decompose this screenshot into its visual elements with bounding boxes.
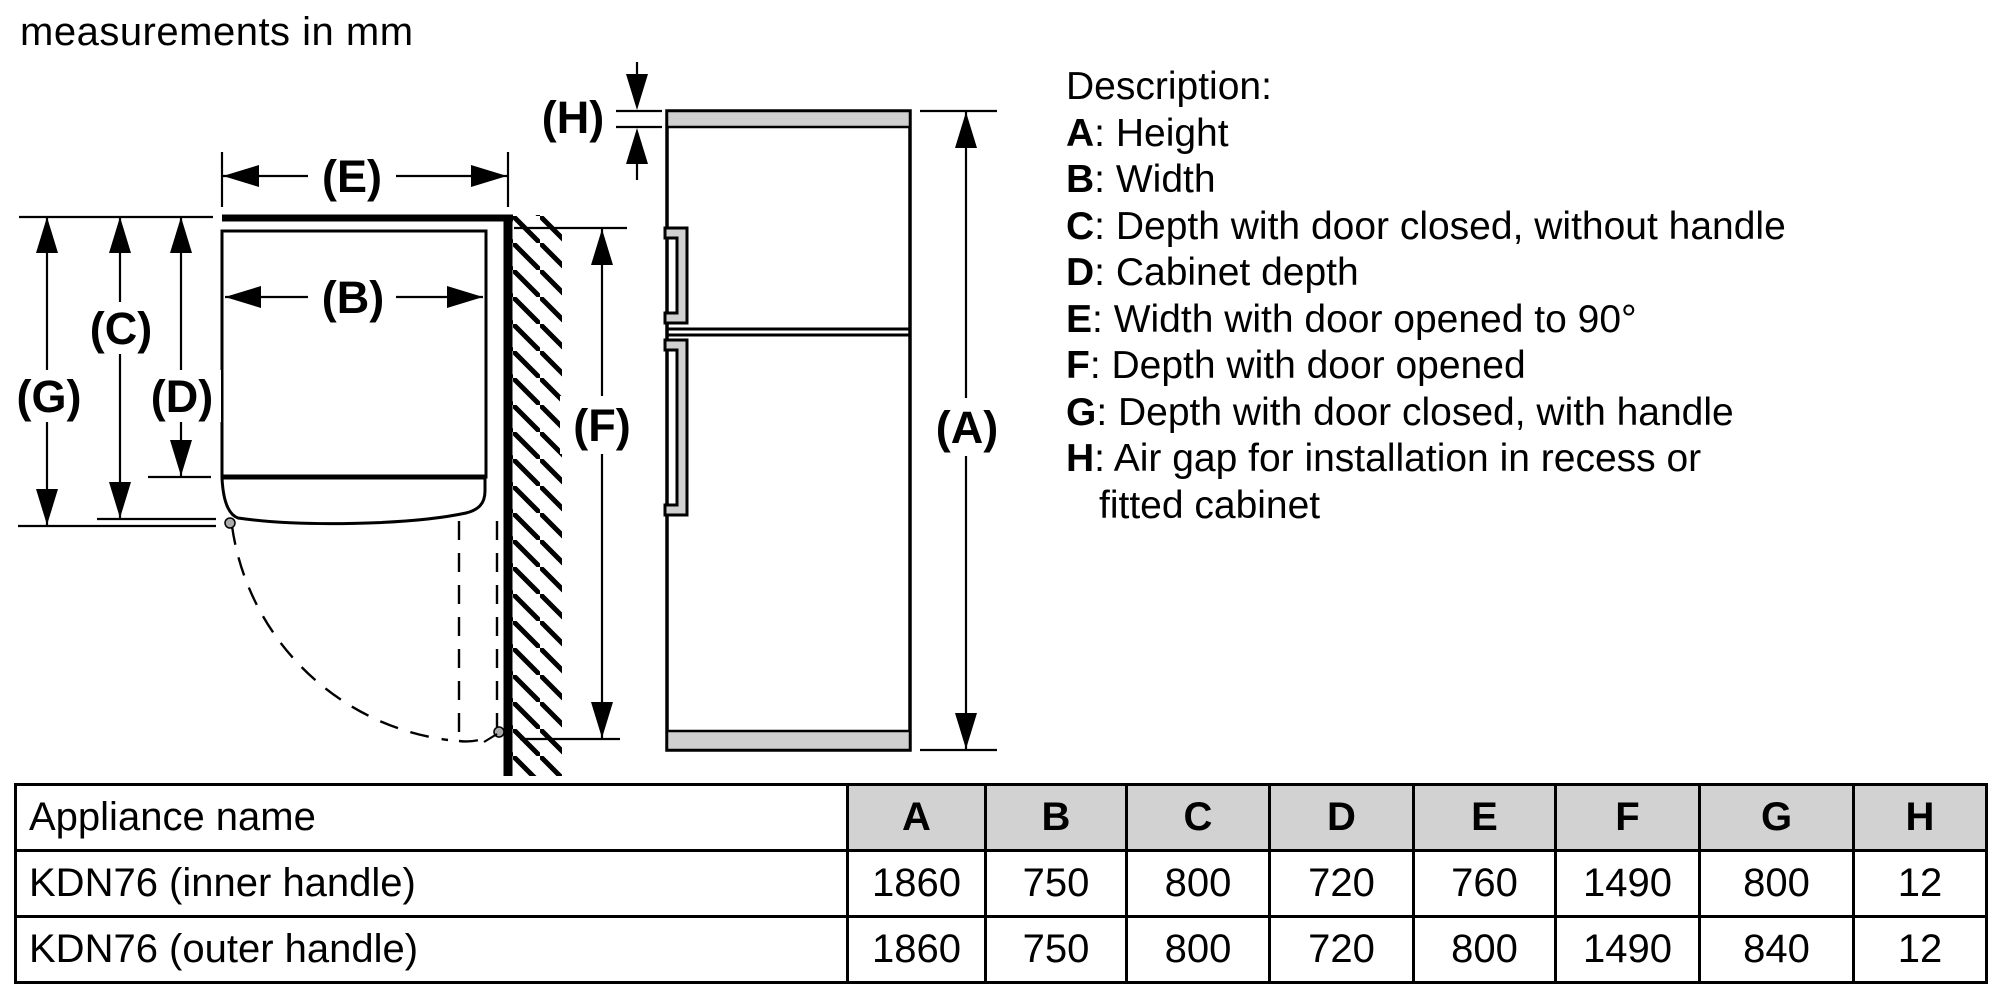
arrowhead-down-icon [626,74,648,110]
arrowhead-down-icon [170,440,192,476]
value-g: 840 [1700,917,1854,983]
dim-label-B: (B) [321,272,385,323]
page-title: measurements in mm [20,10,414,54]
description-item-a: A: Height [1066,111,1229,155]
dim-label-C: (C) [89,303,153,354]
value-c: 800 [1127,851,1270,917]
value-a: 1860 [848,851,986,917]
fridge-body-outline [667,111,910,750]
arrowhead-up-icon [109,217,131,253]
wall-hatching [508,215,562,776]
value-f: 1490 [1556,917,1700,983]
plan-view [16,215,562,776]
description-list [1066,64,1986,529]
arrowhead-down-icon [955,713,977,749]
door-swing-arc [232,526,448,740]
value-f: 1490 [1556,851,1700,917]
arrowhead-up-icon [591,229,613,265]
column-header-a: A [848,785,986,851]
arrowhead-up-icon [955,112,977,148]
description-item-c: C: Depth with door closed, without handle [1066,204,1786,248]
plan-door-closed [222,478,485,524]
column-header-e: E [1414,785,1556,851]
description-item-g: G: Depth with door closed, with handle [1066,390,1734,434]
arrowhead-down-icon [591,702,613,738]
column-header-appliance-name: Appliance name [16,785,848,851]
arrowhead-left-icon [223,165,259,187]
dim-label-G: (G) [16,371,82,422]
value-h: 12 [1854,851,1987,917]
dimension-C [82,217,216,519]
dimension-H [542,62,662,180]
arrowhead-up-icon [170,217,192,253]
value-c: 800 [1127,917,1270,983]
arrowhead-up-icon [626,128,648,164]
description-item-f: F: Depth with door opened [1066,344,1526,387]
arrowhead-up-icon [36,217,58,253]
description-heading: Description: [1066,65,1272,108]
value-g: 800 [1700,851,1854,917]
description-item-h: H: Air gap for installation in recess or [1066,437,1702,480]
dim-label-A: (A) [935,402,999,453]
arrowhead-down-icon [36,489,58,525]
value-a: 1860 [848,917,986,983]
column-header-d: D [1270,785,1414,851]
value-e: 800 [1414,917,1556,983]
column-header-c: C [1127,785,1270,851]
dim-label-F: (F) [573,400,631,451]
value-b: 750 [986,917,1127,983]
dim-label-D: (D) [150,371,214,422]
door-corner-marker [225,518,235,528]
bottom-plinth-strip [667,731,910,750]
table-row [16,851,1987,917]
hinge-tick [484,734,497,742]
arrowhead-right-icon [471,165,507,187]
plan-cabinet-outline [222,231,486,477]
dim-label-E: (E) [322,151,382,202]
table-row [16,917,1987,983]
value-d: 720 [1270,917,1414,983]
column-header-h: H [1854,785,1987,851]
description-item-h-line2: fitted cabinet [1099,483,1321,527]
dimension-A [920,111,1010,750]
description-item-e: E: Width with door opened to 90° [1066,297,1637,341]
dimension-table [14,783,1988,984]
value-b: 750 [986,851,1127,917]
column-header-g: G [1700,785,1854,851]
value-d: 720 [1270,851,1414,917]
description-item-d: D: Cabinet depth [1066,251,1359,294]
side-view [665,111,910,750]
value-e: 760 [1414,851,1556,917]
appliance-name: KDN76 (inner handle) [16,851,848,917]
arrowhead-down-icon [109,482,131,518]
description-item-b: B: Width [1066,158,1216,201]
value-h: 12 [1854,917,1987,983]
dim-label-H: (H) [541,92,605,143]
column-header-b: B [986,785,1127,851]
top-air-gap-strip [667,111,910,127]
appliance-name: KDN76 (outer handle) [16,917,848,983]
column-header-f: F [1556,785,1700,851]
table-header-row [16,785,1987,851]
dimension-E [222,151,508,207]
